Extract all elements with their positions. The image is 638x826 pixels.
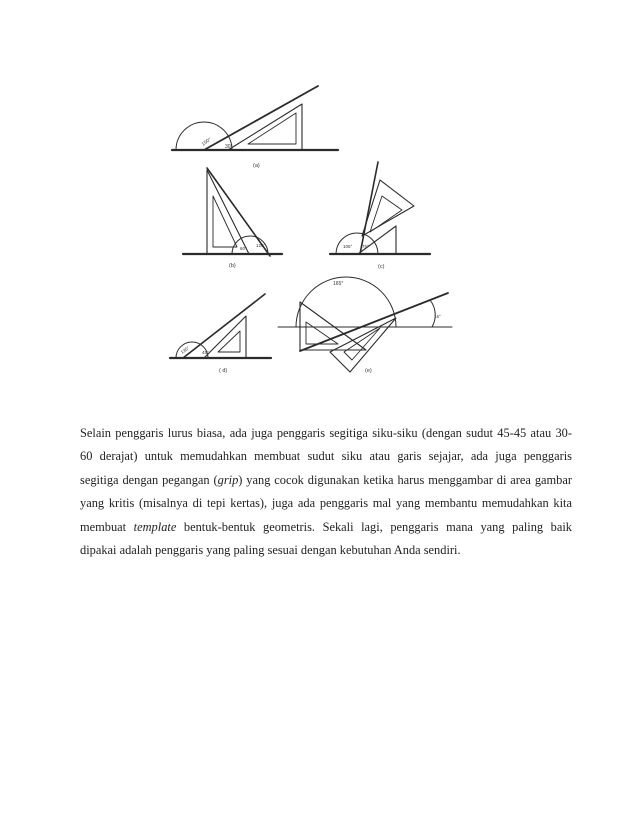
set-square-angles-figure: [0, 0, 638, 410]
emphasis-grip: grip: [217, 472, 239, 487]
panel-b: [183, 168, 282, 269]
set-square-45-inner: [344, 328, 380, 360]
paragraph-line: 60 derajat) untuk memudahkan membuat sudut siku atau garis sejajar, ada juga penggaris: [80, 449, 572, 464]
set-square-30-60: [228, 104, 302, 150]
body-paragraph: [80, 422, 572, 562]
angle-label: 30°: [225, 144, 233, 150]
paragraph-line: [80, 516, 572, 539]
panel-label: (e): [365, 368, 372, 374]
set-square-inner: [218, 331, 240, 352]
panel-a: [172, 86, 338, 169]
angle-label: 105°: [343, 244, 353, 249]
angle-ray: [183, 294, 265, 358]
angle-label: 75°: [362, 244, 369, 249]
emphasis-template: template: [133, 519, 177, 534]
angle-label: 150°: [200, 136, 213, 148]
panel-label: (c): [378, 264, 385, 270]
panel-label: (a): [253, 163, 260, 169]
panel-label: (b): [229, 263, 236, 269]
angle-ray: [300, 293, 448, 351]
angle-label: 120°: [256, 243, 266, 248]
angle-ray: [360, 162, 378, 254]
paragraph-line: dipakai adalah penggaris yang paling sesuai dengan kebutuhan Anda sendiri.: [80, 543, 461, 558]
paragraph-line: [80, 469, 572, 492]
angle-label: 60°: [240, 246, 247, 251]
text-run: ) yang cocok digunakan ketika harus menggambar di area gambar: [238, 472, 572, 487]
text-run: segitiga dengan pegangan (: [80, 472, 218, 487]
angle-label: 45°: [202, 350, 209, 355]
angle-label: 165°: [333, 281, 344, 287]
set-square-30-60: [300, 302, 366, 350]
set-square-inner: [248, 113, 296, 144]
panel-c: [330, 162, 430, 270]
paragraph-line: yang kritis (misalnya di tepi kertas), juga ada penggaris mal yang membantu memudahkan kita: [80, 496, 572, 511]
set-square-inner: [370, 196, 402, 232]
angle-label: 135°: [179, 345, 191, 355]
paragraph-line: Selain penggaris lurus biasa, ada juga penggaris segitiga siku-siku (dengan sudut 45-45 atau 30-: [80, 426, 572, 440]
set-square-inner: [306, 322, 338, 344]
angle-ray: [204, 86, 318, 150]
angle-label: 15°: [434, 314, 441, 319]
panel-label: ( d): [219, 368, 228, 374]
text-run: membuat: [80, 519, 134, 534]
text-run: bentuk-bentuk geometris. Sekali lagi, penggaris mana yang paling baik: [176, 519, 572, 534]
panel-d: [170, 294, 271, 374]
panel-e: [278, 277, 452, 374]
